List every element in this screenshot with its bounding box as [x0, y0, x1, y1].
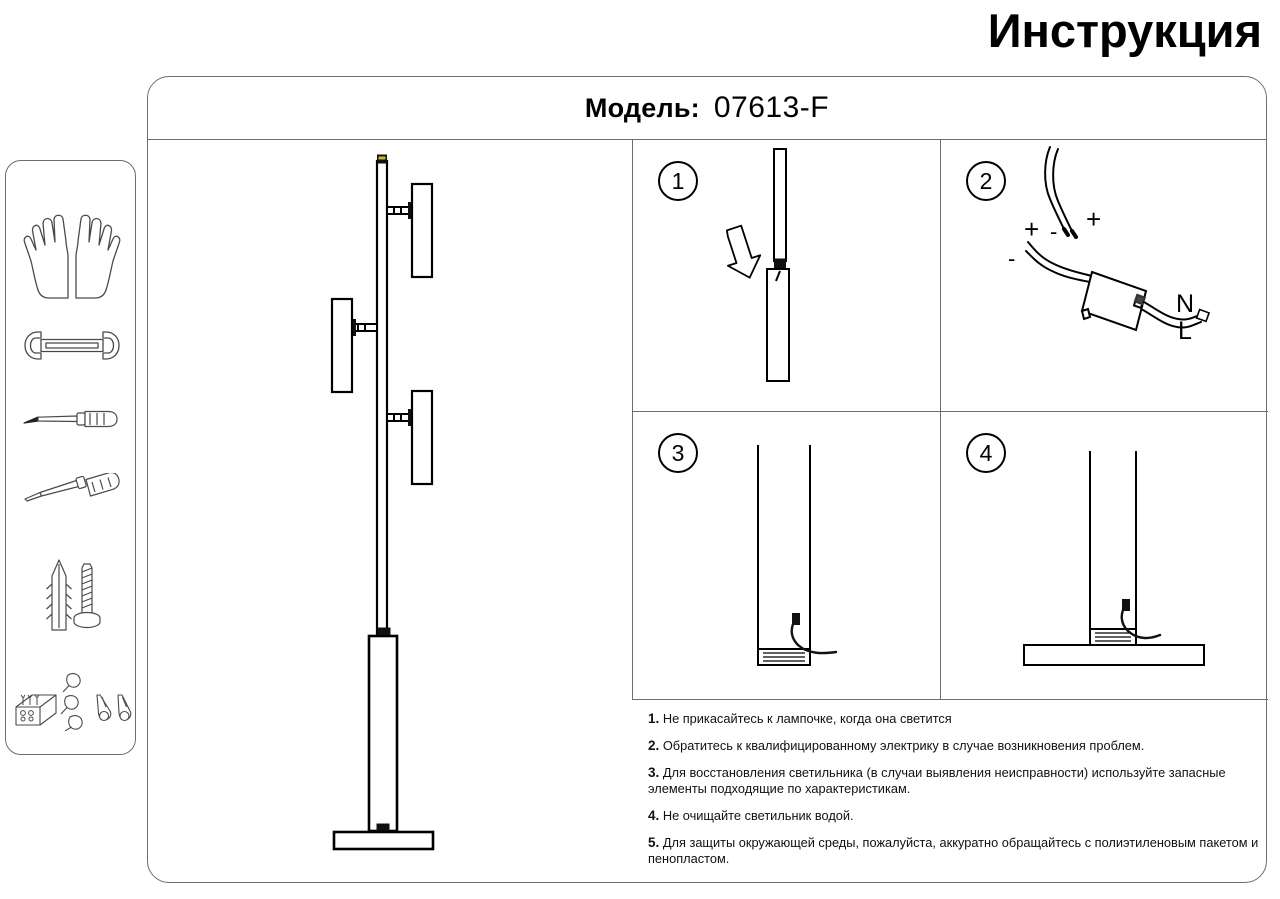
wrench-icon — [24, 329, 120, 363]
note-text: Для защиты окружающей среды, пожалуйста, аккуратно обращайтесь с полиэтиленовым пакетом и пенопластом. — [648, 835, 1259, 866]
note-item — [648, 711, 1260, 727]
step-cell-4 — [940, 411, 1268, 699]
note-text: Не очищайте светильник водой. — [662, 808, 854, 823]
note-item — [648, 808, 1260, 824]
step-number-badge-4: 4 — [966, 433, 1006, 473]
note-number: 2. — [648, 738, 660, 753]
note-item — [648, 738, 1260, 754]
note-number: 4. — [648, 808, 660, 823]
note-item — [648, 765, 1260, 797]
step-cell-3 — [632, 411, 940, 699]
note-text: Не прикасайтесь к лампочке, когда она светится — [662, 711, 952, 726]
safety-notes-list — [648, 711, 1260, 878]
label-live: L — [1178, 317, 1192, 345]
tool-item-open-end-wrench — [6, 316, 137, 376]
model-value: 07613-F — [713, 91, 830, 124]
model-header — [148, 77, 1266, 139]
note-number: 1. — [648, 711, 660, 726]
note-text: Для восстановления светильника (в случаи выявления неисправности) используйте запасные элементы подходящие по характеристикам. — [648, 765, 1226, 796]
step-number-badge-1: 1 — [658, 161, 698, 201]
product-illustration — [148, 139, 632, 883]
step-cell-2 — [940, 139, 1268, 411]
label-output-plus: + — [1086, 204, 1102, 234]
step-number-badge-3: 3 — [658, 433, 698, 473]
gloves-icon — [22, 195, 122, 303]
note-item — [648, 835, 1260, 867]
page-title: Инструкция — [987, 4, 1262, 57]
tool-item-flathead-screwdriver — [6, 391, 137, 446]
main-content-frame — [147, 76, 1267, 883]
label-input-minus: - — [1008, 246, 1016, 271]
tools-panel — [5, 160, 136, 755]
note-number: 5. — [648, 835, 660, 850]
step-cell-1 — [632, 139, 940, 411]
tool-item-phillips-screwdriver — [6, 461, 137, 516]
terminal-block-and-connectors-icon — [12, 661, 132, 731]
label-output-minus: - — [1050, 219, 1058, 244]
note-text: Обратитесь к квалифицированному электрику в случае возникновения проблем. — [662, 738, 1145, 753]
note-number: 3. — [648, 765, 660, 780]
tool-item-wall-anchor-and-screw — [6, 541, 137, 646]
tool-item-terminal-block-and-connectors — [6, 651, 137, 741]
phillips-screwdriver-icon — [22, 473, 122, 505]
label-input-plus: + — [1024, 214, 1040, 244]
model-label: Модель: — [584, 92, 700, 123]
label-neutral: N — [1176, 290, 1195, 318]
step-number-badge-2: 2 — [966, 161, 1006, 201]
flathead-screwdriver-icon — [22, 405, 122, 433]
anchor-and-screw-icon — [32, 554, 112, 634]
tool-item-protective-gloves — [6, 189, 137, 309]
notes-divider — [632, 699, 1268, 700]
